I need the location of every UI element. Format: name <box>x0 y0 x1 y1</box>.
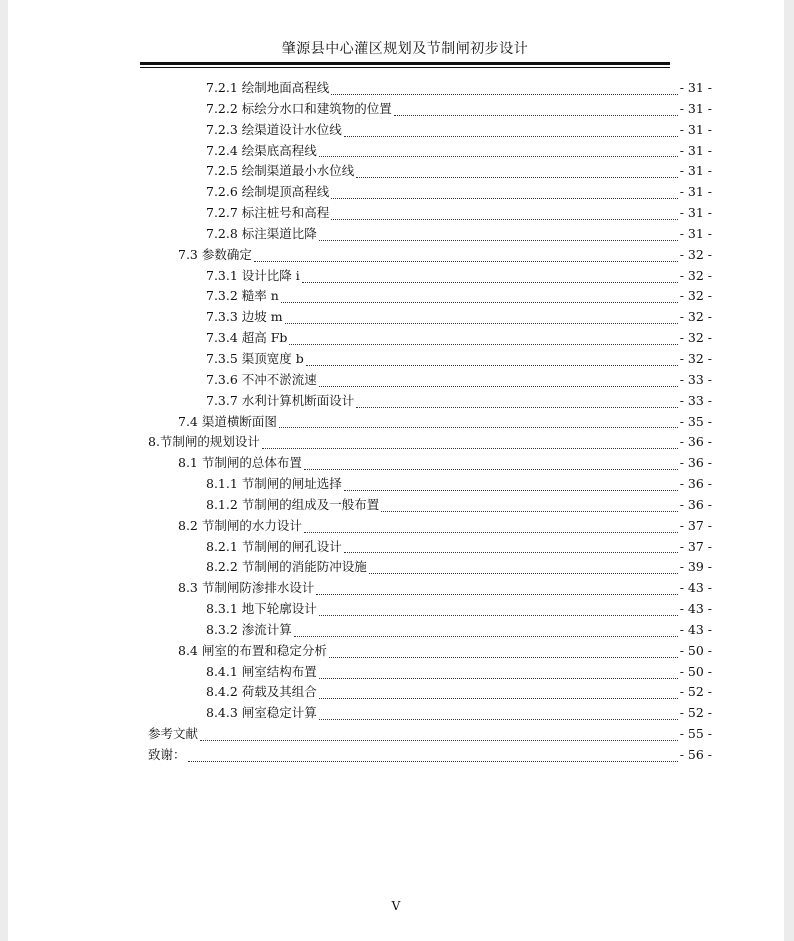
toc-leader-dots <box>188 751 678 762</box>
toc-entry-page: - 56 - <box>679 747 712 762</box>
toc-entry[interactable] <box>148 474 712 495</box>
toc-entry[interactable] <box>148 453 712 474</box>
toc-leader-dots <box>304 459 678 470</box>
toc-entry-title: 7.3.3 边坡 m <box>206 309 283 325</box>
toc-leader-dots <box>281 292 678 303</box>
toc-entry[interactable] <box>148 724 712 745</box>
toc-entry[interactable] <box>148 537 712 558</box>
toc-entry[interactable] <box>148 141 712 162</box>
toc-leader-dots <box>279 417 678 428</box>
toc-entry-title: 7.2.1 绘制地面高程线 <box>206 80 330 95</box>
toc-entry-page: - 50 - <box>679 663 712 679</box>
toc-entry[interactable] <box>148 120 712 141</box>
toc-entry-page: - 36 - <box>679 496 712 512</box>
toc-entry-page: - 31 - <box>679 142 712 158</box>
toc-leader-dots <box>319 605 678 616</box>
toc-entry[interactable] <box>148 203 712 224</box>
toc-entry-title: 7.3.1 设计比降 i <box>206 267 300 283</box>
toc-leader-dots <box>306 355 678 366</box>
toc-entry-title: 7.2.6 绘制堤顶高程线 <box>206 184 330 200</box>
toc-entry-title: 7.2.5 绘制渠道最小水位线 <box>206 163 355 179</box>
toc-entry-title: 7.2.3 绘渠道设计水位线 <box>206 121 342 137</box>
toc-leader-dots <box>344 480 678 491</box>
toc-entry-title: 7.2.2 标绘分水口和建筑物的位置 <box>206 100 392 116</box>
toc-entry-page: - 32 - <box>679 267 712 283</box>
toc-leader-dots <box>319 668 678 679</box>
toc-entry-page: - 37 - <box>679 538 712 554</box>
toc-entry-page: - 31 - <box>679 225 712 241</box>
toc-entry[interactable] <box>148 682 712 703</box>
toc-entry-title: 8.2 节制闸的水力设计 <box>178 517 302 533</box>
toc-entry[interactable] <box>148 578 712 599</box>
toc-entry[interactable] <box>148 182 712 203</box>
toc-entry-page: - 31 - <box>679 100 712 116</box>
toc-leader-dots <box>369 563 678 574</box>
toc-leader-dots <box>319 688 678 699</box>
toc-entry-page: - 43 - <box>679 621 712 637</box>
table-of-contents <box>148 78 712 766</box>
toc-entry[interactable] <box>148 557 712 578</box>
toc-leader-dots <box>304 522 678 533</box>
toc-entry-title: 7.3.5 渠顶宽度 b <box>206 350 304 366</box>
toc-entry-page: - 32 - <box>679 246 712 262</box>
toc-leader-dots <box>285 313 678 324</box>
toc-entry[interactable] <box>148 641 712 662</box>
toc-entry-title: 致谢： <box>148 747 186 762</box>
toc-entry[interactable] <box>148 286 712 307</box>
toc-entry[interactable] <box>148 328 712 349</box>
toc-leader-dots <box>319 230 678 241</box>
running-header: 肇源县中心灌区规划及节制闸初步设计 <box>281 41 529 57</box>
toc-entry-page: - 35 - <box>679 413 712 429</box>
toc-entry-page: - 43 - <box>679 601 712 617</box>
toc-entry-title: 8.4.2 荷载及其组合 <box>206 684 317 700</box>
toc-entry-page: - 31 - <box>679 163 712 179</box>
toc-entry-title: 7.3.7 水利计算机断面设计 <box>206 392 355 408</box>
toc-entry-page: - 52 - <box>679 684 712 700</box>
header-rule-thick <box>140 62 670 65</box>
toc-leader-dots <box>329 647 678 658</box>
toc-entry-page: - 31 - <box>679 121 712 137</box>
toc-entry-title: 8.4.3 闸室稳定计算 <box>206 705 317 721</box>
toc-entry-title: 8.2.1 节制闸的闸孔设计 <box>206 538 342 554</box>
toc-entry[interactable] <box>148 266 712 287</box>
toc-entry-page: - 36 - <box>679 455 712 471</box>
toc-entry-title: 7.3 参数确定 <box>178 246 252 262</box>
toc-leader-dots <box>316 584 677 595</box>
toc-entry-page: - 32 - <box>679 288 712 304</box>
toc-entry-page: - 33 - <box>679 392 712 408</box>
toc-leader-dots <box>344 126 678 137</box>
toc-leader-dots <box>289 334 677 345</box>
toc-entry-page: - 32 - <box>679 350 712 366</box>
toc-leader-dots <box>294 626 678 637</box>
toc-entry[interactable] <box>148 703 712 724</box>
toc-entry-page: - 32 - <box>679 309 712 325</box>
toc-leader-dots <box>356 167 677 178</box>
toc-entry-page: - 52 - <box>679 705 712 721</box>
toc-entry-title: 8.节制闸的规划设计 <box>148 434 260 450</box>
toc-leader-dots <box>200 730 678 741</box>
toc-leader-dots <box>331 84 677 95</box>
toc-entry-page: - 37 - <box>679 517 712 533</box>
toc-leader-dots <box>319 146 678 157</box>
toc-entry[interactable] <box>148 599 712 620</box>
toc-entry-page: - 39 - <box>679 559 712 575</box>
toc-entry-title: 8.3 节制闸防渗排水设计 <box>178 580 315 596</box>
toc-entry-title: 8.4 闸室的布置和稳定分析 <box>178 642 327 658</box>
toc-entry[interactable] <box>148 662 712 683</box>
toc-entry-title: 参考文献 <box>148 726 199 742</box>
toc-entry-page: - 36 - <box>679 434 712 450</box>
toc-entry-page: - 43 - <box>679 580 712 596</box>
toc-leader-dots <box>331 188 677 199</box>
page-number: V <box>391 899 401 913</box>
toc-entry-title: 8.4.1 闸室结构布置 <box>206 663 317 679</box>
toc-leader-dots <box>319 376 678 387</box>
toc-entry-title: 7.3.2 糙率 n <box>206 288 279 304</box>
toc-entry-page: - 31 - <box>679 184 712 200</box>
toc-entry-title: 8.1.2 节制闸的组成及一般布置 <box>206 496 380 512</box>
toc-leader-dots <box>394 105 678 116</box>
toc-entry[interactable] <box>148 99 712 120</box>
toc-entry-title: 7.2.7 标注桩号和高程 <box>206 205 330 221</box>
toc-entry-title: 7.3.4 超高 Fb <box>206 330 288 346</box>
toc-entry-page: - 31 - <box>679 205 712 221</box>
toc-entry-page: - 55 - <box>679 726 712 742</box>
toc-entry[interactable] <box>148 516 712 537</box>
toc-entry[interactable] <box>148 161 712 182</box>
document-page <box>8 0 784 941</box>
toc-entry[interactable] <box>148 412 712 433</box>
toc-entry[interactable] <box>148 745 712 766</box>
toc-entry-page: - 31 - <box>679 80 712 95</box>
toc-entry-title: 8.1.1 节制闸的闸址选择 <box>206 476 342 492</box>
toc-leader-dots <box>319 709 678 720</box>
toc-entry[interactable] <box>148 349 712 370</box>
toc-leader-dots <box>262 438 678 449</box>
toc-entry-title: 8.3.1 地下轮廓设计 <box>206 601 317 617</box>
toc-leader-dots <box>381 501 677 512</box>
toc-entry-page: - 50 - <box>679 642 712 658</box>
toc-leader-dots <box>254 251 678 262</box>
toc-entry-title: 7.2.4 绘渠底高程线 <box>206 142 317 158</box>
toc-leader-dots <box>302 272 678 283</box>
toc-entry-title: 8.3.2 渗流计算 <box>206 621 292 637</box>
toc-entry-title: 7.4 渠道横断面图 <box>178 413 277 429</box>
toc-entry[interactable] <box>148 245 712 266</box>
toc-entry[interactable] <box>148 370 712 391</box>
toc-entry-page: - 36 - <box>679 476 712 492</box>
toc-entry[interactable] <box>148 495 712 516</box>
toc-entry[interactable] <box>148 307 712 328</box>
toc-entry[interactable] <box>148 620 712 641</box>
toc-entry[interactable] <box>148 78 712 99</box>
toc-entry-title: 8.1 节制闸的总体布置 <box>178 455 302 471</box>
toc-entry[interactable] <box>148 224 712 245</box>
toc-entry-title: 7.3.6 不冲不淤流速 <box>206 371 317 387</box>
header-rule-thin <box>140 67 670 68</box>
toc-entry-page: - 32 - <box>679 330 712 346</box>
toc-leader-dots <box>356 397 677 408</box>
toc-leader-dots <box>331 209 677 220</box>
toc-entry-title: 7.2.8 标注渠道比降 <box>206 225 317 241</box>
toc-entry-title: 8.2.2 节制闸的消能防冲设施 <box>206 559 367 575</box>
toc-entry[interactable] <box>148 391 712 412</box>
toc-entry[interactable] <box>148 432 712 453</box>
toc-entry-page: - 33 - <box>679 371 712 387</box>
toc-leader-dots <box>344 542 678 553</box>
